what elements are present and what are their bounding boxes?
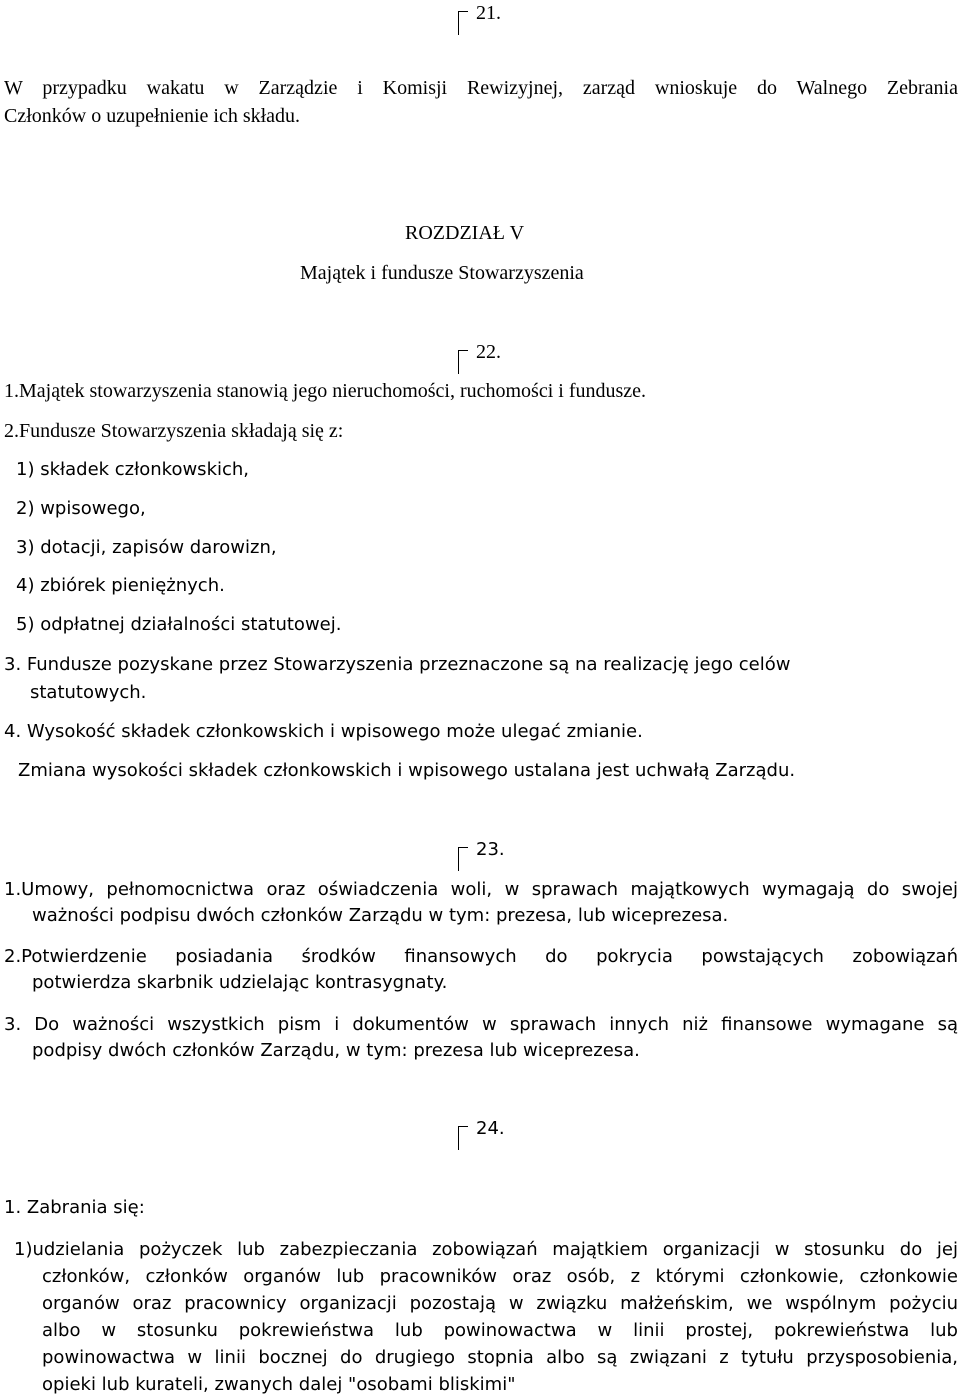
section-23-heading [458, 839, 505, 861]
list-item: 3) dotacji, zapisów darowizn, [16, 537, 277, 558]
section-22-point-3-line-1: 3. Fundusze pozyskane przez Stowarzyszenia przeznaczone są na realizację jego celów [4, 654, 791, 675]
section-24-item-1-line: powinowactwa w linii bocznej do drugiego stopnia albo są związani z tytułu przysposobienia, [42, 1347, 958, 1368]
section-23-point-2 [4, 944, 958, 996]
section-23-point-1-line-2: ważności podpisu dwóch członków Zarządu w tym: prezesa, lub wiceprezesa. [32, 905, 729, 927]
section-22-point-2: 2.Fundusze Stowarzyszenia składają się z: [4, 420, 344, 442]
section-21-number: 21. [476, 2, 501, 24]
list-item: 5) odpłatnej działalności statutowej. [16, 614, 342, 635]
section-21-paragraph [4, 76, 958, 128]
section-24-heading [458, 1118, 505, 1140]
section-24-item-1-line: opieki lub kurateli, zwanych dalej "osobami bliskimi" [42, 1374, 516, 1395]
list-item: 2) wpisowego, [16, 498, 146, 519]
chapter-heading: ROZDZIAŁ V [405, 222, 525, 244]
section-23-number: 23. [476, 839, 505, 860]
section-23-point-3-line-2: podpisy dwóch członków Zarządu, w tym: prezesa lub wiceprezesa. [32, 1040, 640, 1062]
list-item: 1) składek członkowskich, [16, 459, 250, 480]
section-23-point-2-line-2: potwierdza skarbnik udzielając kontrasygnaty. [32, 972, 448, 994]
section-21-heading [458, 1, 501, 25]
section-22-point-3-line-2: statutowych. [30, 682, 147, 703]
section-22-point-4-line-1: 4. Wysokość składek członkowskich i wpisowego może ulegać zmianie. [4, 721, 643, 742]
section-22-point-4-line-2: Zmiana wysokości składek członkowskich i wpisowego ustalana jest uchwałą Zarządu. [18, 760, 796, 781]
section-22-number: 22. [476, 341, 501, 363]
section-21-line-2: Członków o uzupełnienie ich składu. [4, 105, 301, 127]
list-item: 4) zbiórek pieniężnych. [16, 575, 225, 596]
section-23-point-3 [4, 1012, 958, 1064]
section-22-point-1: 1.Majątek stowarzyszenia stanowią jego nieruchomości, ruchomości i fundusze. [4, 380, 647, 402]
section-23-point-1 [4, 877, 958, 929]
section-24-item-1-line: organów oraz pracownicy organizacji pozostają w związku małżeńskim, we wspólnym pożyciu [42, 1293, 958, 1314]
section-24-item-1-line: albo w stosunku pokrewieństwa lub powinowactwa w linii prostej, pokrewieństwa lub [42, 1320, 958, 1341]
section-24-number: 24. [476, 1118, 505, 1139]
section-24-item-1-line: członków, członków organów lub pracowników oraz osób, z którymi członkowie, członkowie [42, 1266, 958, 1287]
chapter-title: Majątek i fundusze Stowarzyszenia [300, 262, 584, 284]
section-23-point-3-line-1: 3. Do ważności wszystkich pism i dokumentów w sprawach innych niż finansowe wymagane są [4, 1014, 958, 1035]
section-23-point-2-line-1: 2.Potwierdzenie posiadania środków finansowych do pokrycia powstających zobowiązań [4, 946, 958, 967]
section-23-point-1-line-1: 1.Umowy, pełnomocnictwa oraz oświadczenia woli, w sprawach majątkowych wymagają do swojej [4, 879, 958, 900]
section-21-line-1: W przypadku wakatu w Zarządzie i Komisji Rewizyjnej, zarząd wnioskuje do Walnego Zebrania [4, 77, 958, 99]
section-24-point-1: 1. Zabrania się: [4, 1197, 145, 1218]
section-24-item-1 [14, 1236, 958, 1398]
section-22-heading [458, 340, 501, 364]
section-24-item-1-line: 1)udzielania pożyczek lub zabezpieczania zobowiązań majątkiem organizacji w stosunku do jej [14, 1239, 958, 1260]
